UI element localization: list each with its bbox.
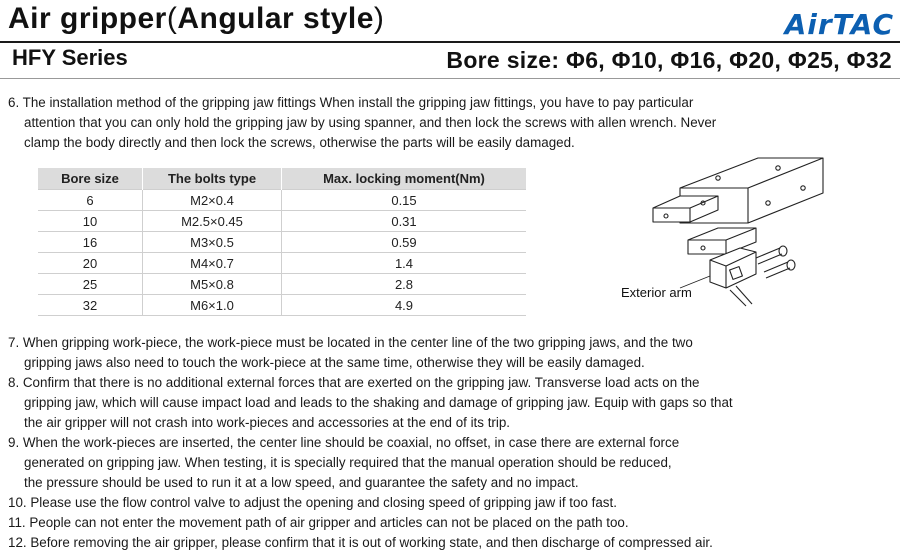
note-11: 11. People can not enter the movement path of air gripper and articles can not be placed on the path too. [8, 515, 629, 530]
table-cell: M2×0.4 [143, 190, 282, 211]
airtac-logo: AirTAC [784, 8, 894, 41]
column-header: The bolts type [143, 168, 282, 190]
table-cell: 2.8 [282, 274, 527, 295]
table-cell: 20 [38, 253, 143, 274]
title-sub: Angular style [177, 2, 374, 35]
table-row [38, 190, 526, 211]
table-cell: 0.59 [282, 232, 527, 253]
note-12: 12. Before removing the air gripper, please confirm that it is out of working state, and then discharge of compressed air. [8, 535, 713, 550]
table-cell: M6×1.0 [143, 295, 282, 316]
bore-size: Bore size: Φ6, Φ10, Φ16, Φ20, Φ25, Φ32 [446, 47, 892, 73]
note-line: 9. When the work-pieces are inserted, the center line should be coaxial, no offset, in case there are external force [8, 435, 680, 450]
table-cell: M3×0.5 [143, 232, 282, 253]
exterior-arm-label: Exterior arm [621, 285, 692, 300]
column-header: Max. locking moment(Nm) [282, 168, 527, 190]
note-6 [8, 93, 888, 153]
divider [0, 78, 900, 79]
column-header: Bore size [38, 168, 143, 190]
note-line: the air gripper will not crash into work-pieces and accessories at the end of its trip. [24, 415, 511, 430]
note-10: 10. Please use the flow control valve to adjust the opening and closing speed of gripping jaw if too fast. [8, 495, 617, 510]
table-cell: M4×0.7 [143, 253, 282, 274]
note-line: 7. When gripping work-piece, the work-piece must be located in the center line of the two gripping jaws, and the two [8, 335, 693, 350]
note-line: the pressure should be used to run it at a low speed, and guarantee the safety and no impact. [24, 475, 579, 490]
table-cell: 1.4 [282, 253, 527, 274]
note-line: gripping jaw, which will cause impact load and leads to the shaking and damage of gripping jaw. Equip with gaps so that [24, 395, 733, 410]
gripper-illustration [618, 148, 828, 308]
title-paren-close: ) [373, 2, 385, 35]
table-cell: 4.9 [282, 295, 527, 316]
table-row [38, 211, 526, 232]
table-row [38, 295, 526, 316]
title-paren-open: ( [166, 2, 178, 35]
series-bar [0, 41, 900, 77]
note-line: 8. Confirm that there is no additional external forces that are exerted on the gripping jaw. Transverse load acts on the [8, 375, 700, 390]
note-line: gripping jaws also need to touch the work-piece at the same time, otherwise they will be easily damaged. [24, 355, 645, 370]
note-7 [8, 333, 888, 373]
table-cell: 0.15 [282, 190, 527, 211]
note-10-12 [8, 493, 888, 553]
table-row [38, 274, 526, 295]
note-line: clamp the body directly and then lock the screws, otherwise the parts will be easily damaged. [24, 135, 575, 150]
table-cell: M2.5×0.45 [143, 211, 282, 232]
table-row [38, 253, 526, 274]
table-cell: 10 [38, 211, 143, 232]
series-name: HFY Series [12, 45, 128, 70]
table-cell: 16 [38, 232, 143, 253]
table-row [38, 232, 526, 253]
table-cell: 25 [38, 274, 143, 295]
locking-moment-table [38, 168, 526, 316]
table-cell: 6 [38, 190, 143, 211]
table-cell: 32 [38, 295, 143, 316]
note-line: generated on gripping jaw. When testing, it is specially required that the manual operation should be reduced, [24, 455, 672, 470]
note-line: attention that you can only hold the gripping jaw by using spanner, and then lock the screws with allen wrench. Never [24, 115, 717, 130]
note-9 [8, 433, 888, 493]
table-cell: M5×0.8 [143, 274, 282, 295]
divider [0, 41, 900, 43]
title-main: Air gripper [8, 2, 167, 35]
note-line: 6. The installation method of the gripping jaw fittings When install the gripping jaw fittings, you have to pay particular [8, 95, 694, 110]
note-8 [8, 373, 888, 433]
page-title [8, 2, 384, 36]
table-header-row [38, 168, 526, 190]
table-cell: 0.31 [282, 211, 527, 232]
